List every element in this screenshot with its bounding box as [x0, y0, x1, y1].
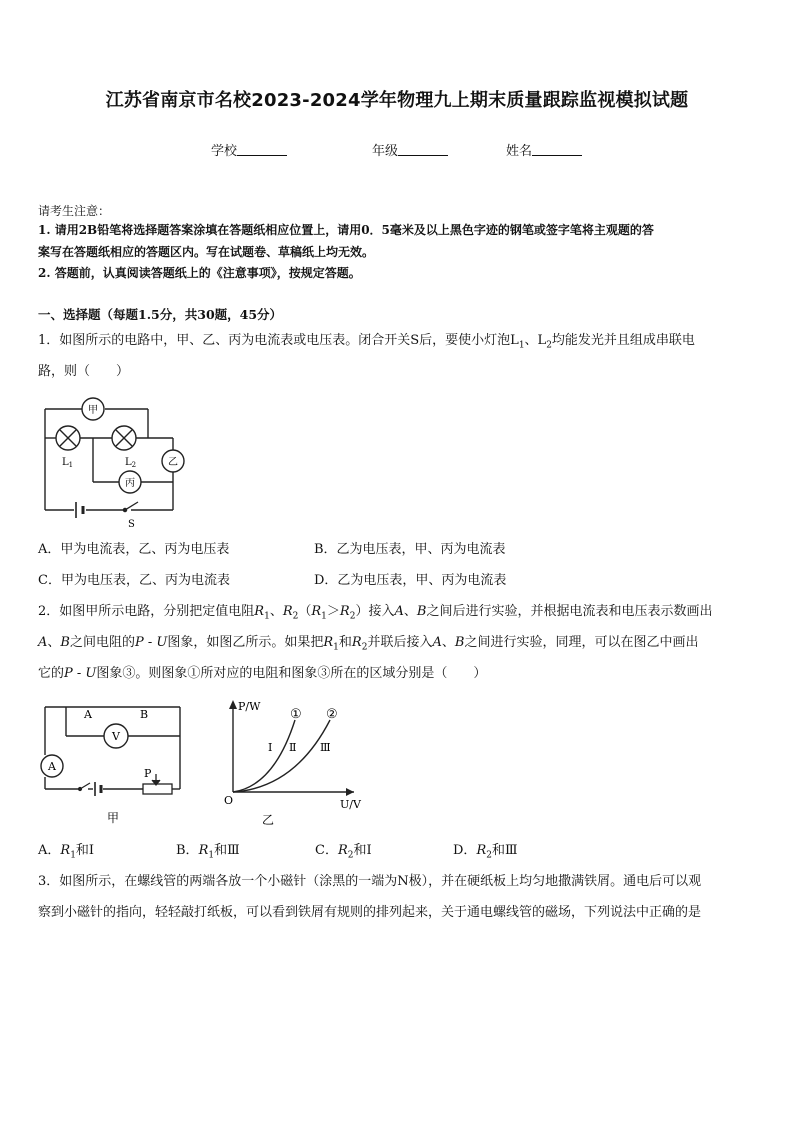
svg-text:甲: 甲 [88, 405, 98, 416]
school-field [211, 140, 287, 159]
grade-blank [398, 143, 448, 156]
svg-text:丙: 丙 [125, 478, 135, 489]
name-blank [532, 143, 582, 156]
origin-label: O [224, 794, 234, 807]
school-blank [237, 143, 287, 156]
q1-circuit-diagram [38, 392, 188, 532]
curve-2-label: ② [326, 707, 338, 722]
meter-jia-icon [82, 398, 104, 420]
q1-stem-line2: 路，则（ ） [38, 364, 130, 379]
x-axis-label: U/V [340, 798, 361, 811]
grade-label: 年级 [372, 144, 399, 159]
name-field [506, 140, 582, 159]
q2-stem-line1: 2．如图甲所示电路，分别把定值电阻$R_1$、$R_2(R_1>R_2)$接入A、B之间后进行实验，并根据电流表和电压表示数画出 [38, 604, 713, 622]
page-title: 江苏省南京市名校2023-2024学年物理九上期末质量跟踪监视模拟试题 [105, 90, 689, 111]
slider-p-label: P [144, 767, 152, 780]
x-axis-arrow [346, 788, 354, 796]
svg-text:A: A [48, 760, 56, 773]
q2-stem-line2: A、B之间电阻的P - U图象，如图乙所示。如果把$R_1$和$R_2$并联后接入A、B之间进行实验，同理，可以在图乙中画出 [38, 635, 699, 653]
point-a-label: A [84, 708, 92, 721]
q3-stem-line1: 3．如图所示，在螺线管的两端各放一个小磁针（涂黑的一端为N极），并在硬纸板上均匀地撒满铁屑。通电后可以观 [38, 874, 702, 889]
q1-option-d: D．乙为电压表，甲、丙为电流表 [314, 573, 507, 588]
curve-1 [233, 720, 295, 792]
section-heading: 一、选择题（每题1.5分，共30题，45分） [38, 307, 283, 322]
q1-option-c: C．甲为电压表，乙、丙为电流表 [38, 573, 230, 588]
label-l2: $L_2$ [125, 457, 137, 469]
region-3-label: Ⅲ [320, 741, 331, 754]
lamp-l2-icon [112, 426, 136, 450]
q2-option-c: C．$R_2$和Ⅰ [315, 843, 372, 861]
grade-field [372, 140, 448, 159]
meter-yi-icon [162, 450, 184, 472]
meter-bing-icon [119, 471, 141, 493]
label-l1: $L_1$ [62, 457, 74, 469]
voltmeter-icon [104, 724, 128, 748]
q1-option-a: A．甲为电流表，乙、丙为电压表 [38, 542, 230, 557]
q2-option-d: D．$R_2$和Ⅲ [453, 843, 518, 861]
label-switch: S [128, 519, 135, 530]
q3-stem-line2: 察到小磁针的指向，轻轻敲打纸板，可以看到铁屑有规则的排列起来，关于通电螺线管的磁场，下列说法中正确的是 [38, 905, 702, 920]
notice-item1-line2: 案写在答题纸相应的答题区内。写在试题卷、草稿纸上均无效。 [38, 245, 375, 259]
q1-stem-line1: 1．如图所示的电路中，甲、乙、丙为电流表或电压表。闭合开关S后，要使小灯泡$L_1$、$L_2$均能发光并且组成串联电 [38, 333, 695, 351]
region-2-label: Ⅱ [289, 741, 297, 754]
point-b-label: B [140, 708, 149, 721]
y-axis-arrow [229, 700, 237, 709]
q2-stem-line3: 它的P - U图象③。则图象①所对应的电阻和图象③所在的区域分别是（ ） [38, 666, 487, 681]
notice-item1-line1: 1. 请用2B铅笔将选择题答案涂填在答题纸相应位置上，请用0．5毫米及以上黑色字迹的钢笔或签字笔将主观题的答 [38, 223, 654, 237]
notice-heading: 请考生注意： [38, 204, 111, 218]
lamp-l1-icon [56, 426, 80, 450]
svg-text:V: V [112, 730, 120, 743]
q2-circuit-diagram [38, 700, 188, 830]
name-label: 姓名 [506, 144, 533, 159]
battery-icon [76, 502, 83, 518]
curve-2 [233, 720, 330, 792]
y-axis-label: P/W [238, 700, 261, 713]
figure-a-caption: 甲 [107, 811, 120, 825]
q1-option-b: B．乙为电压表，甲、丙为电流表 [314, 542, 506, 557]
notice-item2: 2. 答题前，认真阅读答题纸上的《注意事项》，按规定答题。 [38, 266, 361, 280]
q2-option-a: A．$R_1$和Ⅰ [38, 843, 95, 861]
curve-1-label: ① [290, 707, 302, 722]
region-1-label: Ⅰ [268, 741, 273, 754]
ammeter-icon [41, 755, 63, 777]
svg-text:乙: 乙 [168, 457, 178, 468]
q2-option-b: B．$R_1$和Ⅲ [176, 843, 240, 861]
school-label: 学校 [211, 144, 238, 159]
q2-pu-graph [222, 696, 372, 831]
battery-icon [95, 782, 101, 796]
figure-b-caption: 乙 [262, 813, 275, 827]
